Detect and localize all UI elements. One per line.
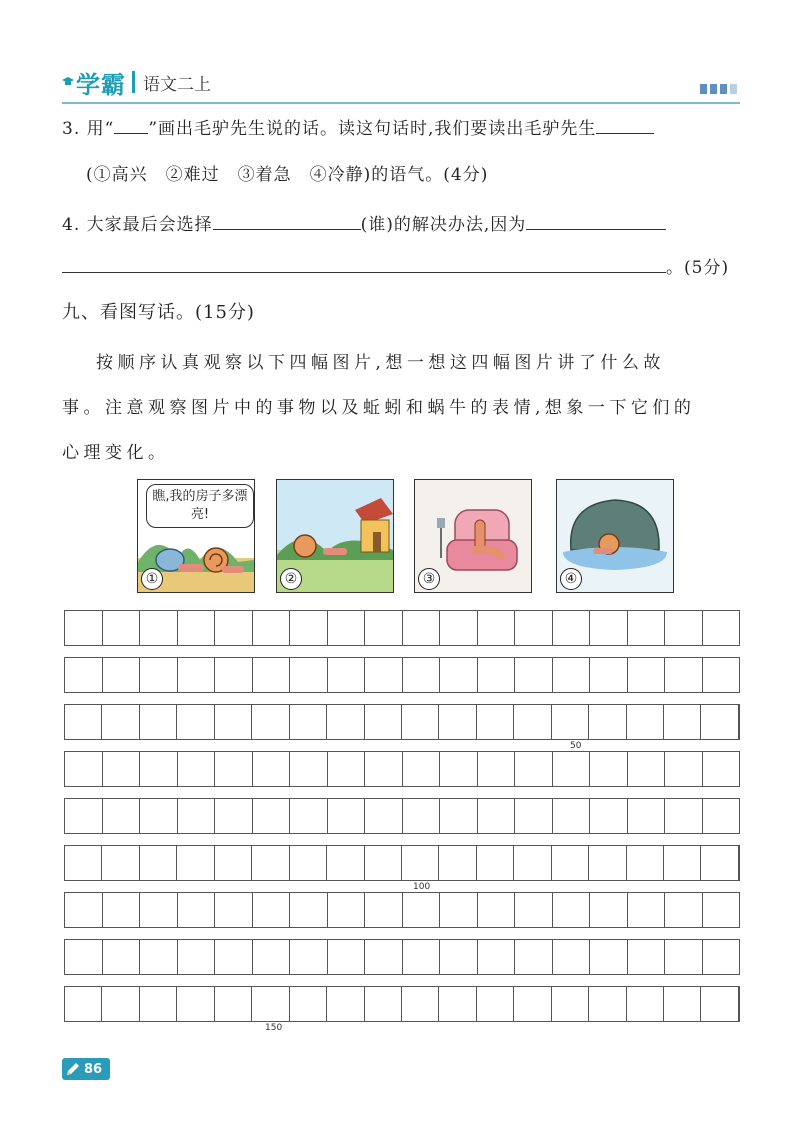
grid-cell[interactable]: [215, 658, 253, 692]
grid-cell[interactable]: [589, 705, 626, 739]
grid-cell[interactable]: [290, 752, 328, 786]
page-footer: [62, 1058, 110, 1080]
grid-cell[interactable]: [628, 940, 666, 974]
grid-cell[interactable]: [177, 846, 214, 880]
grid-cell[interactable]: [515, 799, 553, 833]
q4-reason-blank[interactable]: [526, 229, 666, 230]
grid-cell[interactable]: [628, 799, 666, 833]
grid-cell[interactable]: [253, 893, 291, 927]
grid-cell[interactable]: [477, 705, 514, 739]
grid-cell[interactable]: [65, 658, 103, 692]
grid-cell[interactable]: [552, 987, 589, 1021]
grid-cell[interactable]: [514, 846, 551, 880]
grid-cell[interactable]: [552, 705, 589, 739]
grid-cell[interactable]: [665, 611, 703, 645]
grid-cell[interactable]: [439, 846, 476, 880]
grid-cell[interactable]: [290, 658, 328, 692]
grid-cell[interactable]: [328, 893, 366, 927]
picture-4: [556, 479, 674, 593]
grid-cell[interactable]: [65, 893, 103, 927]
grid-cell[interactable]: [589, 846, 626, 880]
grid-cell[interactable]: [215, 987, 252, 1021]
q4-who-blank[interactable]: [213, 229, 361, 230]
grid-cell[interactable]: [478, 611, 516, 645]
grid-cell[interactable]: [590, 611, 628, 645]
picture-3: [414, 479, 532, 593]
grid-cell[interactable]: [403, 940, 441, 974]
picture-1: [137, 479, 255, 593]
grid-cell[interactable]: [515, 658, 553, 692]
grid-cell[interactable]: [664, 705, 701, 739]
grid-cell[interactable]: [103, 893, 141, 927]
grid-cell[interactable]: [327, 705, 364, 739]
grid-cell[interactable]: [553, 752, 591, 786]
grid-cell[interactable]: [140, 893, 178, 927]
grid-cell[interactable]: [327, 846, 364, 880]
grid-cell[interactable]: [590, 799, 628, 833]
grid-count-mark: 50: [570, 741, 582, 751]
grid-cell[interactable]: [103, 752, 141, 786]
grid-cell[interactable]: [103, 940, 141, 974]
grid-row: [64, 657, 740, 693]
grid-row: [64, 892, 740, 928]
grid-cell[interactable]: [178, 752, 216, 786]
grid-cell[interactable]: [440, 940, 478, 974]
question-4: [62, 210, 666, 235]
grid-cell[interactable]: [215, 799, 253, 833]
grid-cell[interactable]: [477, 846, 514, 880]
grid-cell[interactable]: [439, 987, 476, 1021]
grid-cell[interactable]: [478, 799, 516, 833]
grid-cell[interactable]: [328, 658, 366, 692]
grid-cell[interactable]: [515, 611, 553, 645]
instruction-line-2: 事。注意观察图片中的事物以及蚯蚓和蜗牛的表情,想象一下它们的: [62, 398, 696, 418]
grid-cell[interactable]: [478, 658, 516, 692]
grid-cell[interactable]: [553, 658, 591, 692]
grid-cell[interactable]: [515, 893, 553, 927]
grid-cell[interactable]: [478, 752, 516, 786]
question-3: [62, 114, 654, 139]
grid-row: [64, 798, 740, 834]
book-subtitle: 语文二上: [143, 74, 211, 95]
grid-row: [64, 704, 740, 751]
grid-cell[interactable]: [590, 893, 628, 927]
grid-cell[interactable]: [403, 752, 441, 786]
grid-cell[interactable]: [290, 846, 327, 880]
grid-cell[interactable]: [252, 846, 289, 880]
grid-cell[interactable]: [553, 893, 591, 927]
grid-count-mark: 100: [413, 882, 431, 892]
grid-cell[interactable]: [627, 846, 664, 880]
grid-cell[interactable]: [590, 940, 628, 974]
q3-mark-blank[interactable]: [114, 133, 148, 134]
grid-cell[interactable]: [65, 705, 102, 739]
graduation-cap-icon: [62, 76, 74, 88]
grid-cell[interactable]: [628, 611, 666, 645]
header-rule: [62, 102, 740, 104]
grid-cell[interactable]: [177, 987, 214, 1021]
grid-cell[interactable]: [701, 987, 738, 1021]
grid-cell[interactable]: [253, 799, 291, 833]
grid-cell[interactable]: [478, 940, 516, 974]
grid-cell[interactable]: [140, 846, 177, 880]
picture-2-number: ②: [280, 568, 302, 590]
grid-row: [64, 986, 740, 1033]
grid-cell[interactable]: [402, 987, 439, 1021]
grid-cell[interactable]: [515, 752, 553, 786]
grid-cell[interactable]: [290, 705, 327, 739]
picture-4-number: ④: [560, 568, 582, 590]
grid-cell[interactable]: [65, 940, 103, 974]
grid-cell[interactable]: [665, 752, 703, 786]
grid-cell[interactable]: [140, 658, 178, 692]
grid-cell[interactable]: [365, 799, 403, 833]
grid-cell[interactable]: [365, 987, 402, 1021]
grid-cell[interactable]: [403, 658, 441, 692]
grid-cell[interactable]: [328, 940, 366, 974]
speech-bubble: 瞧,我的房子多漂亮!: [146, 484, 254, 528]
picture-2: [276, 479, 394, 593]
grid-cell[interactable]: [65, 752, 103, 786]
grid-cell[interactable]: [402, 705, 439, 739]
grid-cell[interactable]: [215, 705, 252, 739]
grid-cell[interactable]: [290, 611, 328, 645]
instruction-line-3: 心理变化。: [62, 443, 170, 463]
grid-cell[interactable]: [253, 940, 291, 974]
picture-3-number: ③: [418, 568, 440, 590]
picture-1-number: ①: [141, 568, 163, 590]
grid-cell[interactable]: [253, 752, 291, 786]
grid-cell[interactable]: [328, 752, 366, 786]
q4-text-mid: (谁)的解决办法,因为: [360, 215, 527, 235]
grid-cell[interactable]: [703, 799, 740, 833]
grid-cell[interactable]: [627, 705, 664, 739]
q3-text-start: 3. 用“: [62, 119, 115, 139]
grid-cell[interactable]: [514, 705, 551, 739]
brand-logo: 学霸: [76, 70, 126, 99]
grid-cell[interactable]: [365, 658, 403, 692]
grid-cell[interactable]: [365, 752, 403, 786]
grid-cell[interactable]: [290, 940, 328, 974]
grid-cell[interactable]: [478, 893, 516, 927]
grid-cell[interactable]: [102, 987, 139, 1021]
grid-cell[interactable]: [665, 940, 703, 974]
grid-cell[interactable]: [665, 799, 703, 833]
grid-cell[interactable]: [628, 893, 666, 927]
grid-cell[interactable]: [701, 705, 738, 739]
grid-cell[interactable]: [439, 705, 476, 739]
section-9-title: 九、看图写话。(15分): [62, 302, 255, 323]
grid-cell[interactable]: [178, 940, 216, 974]
grid-cell[interactable]: [403, 611, 441, 645]
writing-grid[interactable]: [64, 610, 740, 1033]
grid-cell[interactable]: [327, 987, 364, 1021]
grid-cell[interactable]: [703, 611, 740, 645]
q4-text-start: 4. 大家最后会选择: [62, 215, 213, 235]
grid-cell[interactable]: [703, 658, 740, 692]
grid-cell[interactable]: [552, 846, 589, 880]
grid-cell[interactable]: [102, 705, 139, 739]
q3-text-end: ”画出毛驴先生说的话。读这句话时,我们要读出毛驴先生: [148, 119, 597, 139]
grid-cell[interactable]: [328, 611, 366, 645]
grid-cell[interactable]: [665, 658, 703, 692]
grid-cell[interactable]: [290, 987, 327, 1021]
grid-cell[interactable]: [140, 705, 177, 739]
grid-cell[interactable]: [290, 893, 328, 927]
grid-cell[interactable]: [102, 846, 139, 880]
grid-cell[interactable]: [440, 611, 478, 645]
grid-cell[interactable]: [65, 799, 103, 833]
q3-answer-blank[interactable]: [596, 133, 654, 134]
grid-cell[interactable]: [178, 658, 216, 692]
grid-cell[interactable]: [253, 658, 291, 692]
grid-cell[interactable]: [627, 987, 664, 1021]
grid-cell[interactable]: [553, 611, 591, 645]
grid-cell[interactable]: [178, 893, 216, 927]
grid-row: [64, 751, 740, 787]
grid-cell[interactable]: [440, 752, 478, 786]
grid-cell[interactable]: [140, 611, 178, 645]
grid-cell[interactable]: [553, 940, 591, 974]
grid-cell[interactable]: [365, 940, 403, 974]
grid-cell[interactable]: [514, 987, 551, 1021]
brand-header: [62, 64, 211, 100]
grid-cell[interactable]: [252, 705, 289, 739]
page-number: 86: [84, 1061, 103, 1077]
grid-cell[interactable]: [703, 893, 740, 927]
grid-row: [64, 845, 740, 892]
grid-cell[interactable]: [665, 893, 703, 927]
grid-cell[interactable]: [589, 987, 626, 1021]
grid-cell[interactable]: [553, 799, 591, 833]
q4-continuation: [62, 253, 729, 278]
grid-cell[interactable]: [628, 752, 666, 786]
grid-cell[interactable]: [215, 752, 253, 786]
grid-cell[interactable]: [403, 893, 441, 927]
grid-cell[interactable]: [365, 893, 403, 927]
grid-cell[interactable]: [215, 893, 253, 927]
grid-cell[interactable]: [140, 987, 177, 1021]
q4-reason-blank-2[interactable]: [62, 272, 666, 273]
grid-cell[interactable]: [664, 987, 701, 1021]
grid-cell[interactable]: [328, 799, 366, 833]
grid-cell[interactable]: [365, 846, 402, 880]
grid-cell[interactable]: [140, 752, 178, 786]
grid-cell[interactable]: [664, 846, 701, 880]
grid-row: [64, 939, 740, 975]
grid-cell[interactable]: [215, 611, 253, 645]
grid-cell[interactable]: [215, 846, 252, 880]
grid-cell[interactable]: [178, 611, 216, 645]
grid-cell[interactable]: [65, 611, 103, 645]
grid-cell[interactable]: [628, 658, 666, 692]
grid-cell[interactable]: [103, 658, 141, 692]
grid-cell[interactable]: [103, 611, 141, 645]
grid-cell[interactable]: [440, 799, 478, 833]
grid-count-mark: 150: [265, 1023, 283, 1033]
grid-cell[interactable]: [365, 705, 402, 739]
grid-cell[interactable]: [140, 799, 178, 833]
grid-cell[interactable]: [365, 611, 403, 645]
grid-row: [64, 610, 740, 646]
grid-cell[interactable]: [440, 658, 478, 692]
grid-cell[interactable]: [703, 940, 740, 974]
grid-cell[interactable]: [590, 658, 628, 692]
grid-cell[interactable]: [703, 752, 740, 786]
grid-cell[interactable]: [103, 799, 141, 833]
instruction-line-1: 按顺序认真观察以下四幅图片,想一想这四幅图片讲了什么故: [96, 353, 665, 373]
header-decoration: [700, 84, 737, 94]
grid-cell[interactable]: [65, 987, 102, 1021]
grid-cell[interactable]: [440, 893, 478, 927]
q4-score: 。(5分): [666, 258, 730, 278]
brand-divider: [132, 71, 135, 93]
grid-cell[interactable]: [590, 752, 628, 786]
grid-cell[interactable]: [290, 799, 328, 833]
grid-cell[interactable]: [215, 940, 253, 974]
q3-options: (①高兴 ②难过 ③着急 ④冷静)的语气。(4分): [86, 165, 489, 185]
grid-cell[interactable]: [515, 940, 553, 974]
grid-cell[interactable]: [252, 987, 289, 1021]
grid-cell[interactable]: [402, 846, 439, 880]
grid-cell[interactable]: [253, 611, 291, 645]
grid-cell[interactable]: [65, 846, 102, 880]
grid-cell[interactable]: [701, 846, 738, 880]
grid-cell[interactable]: [477, 987, 514, 1021]
pencil-icon: [64, 1060, 82, 1078]
grid-cell[interactable]: [403, 799, 441, 833]
grid-cell[interactable]: [140, 940, 178, 974]
grid-cell[interactable]: [177, 705, 214, 739]
section-9-instructions: [62, 341, 742, 476]
grid-cell[interactable]: [178, 799, 216, 833]
